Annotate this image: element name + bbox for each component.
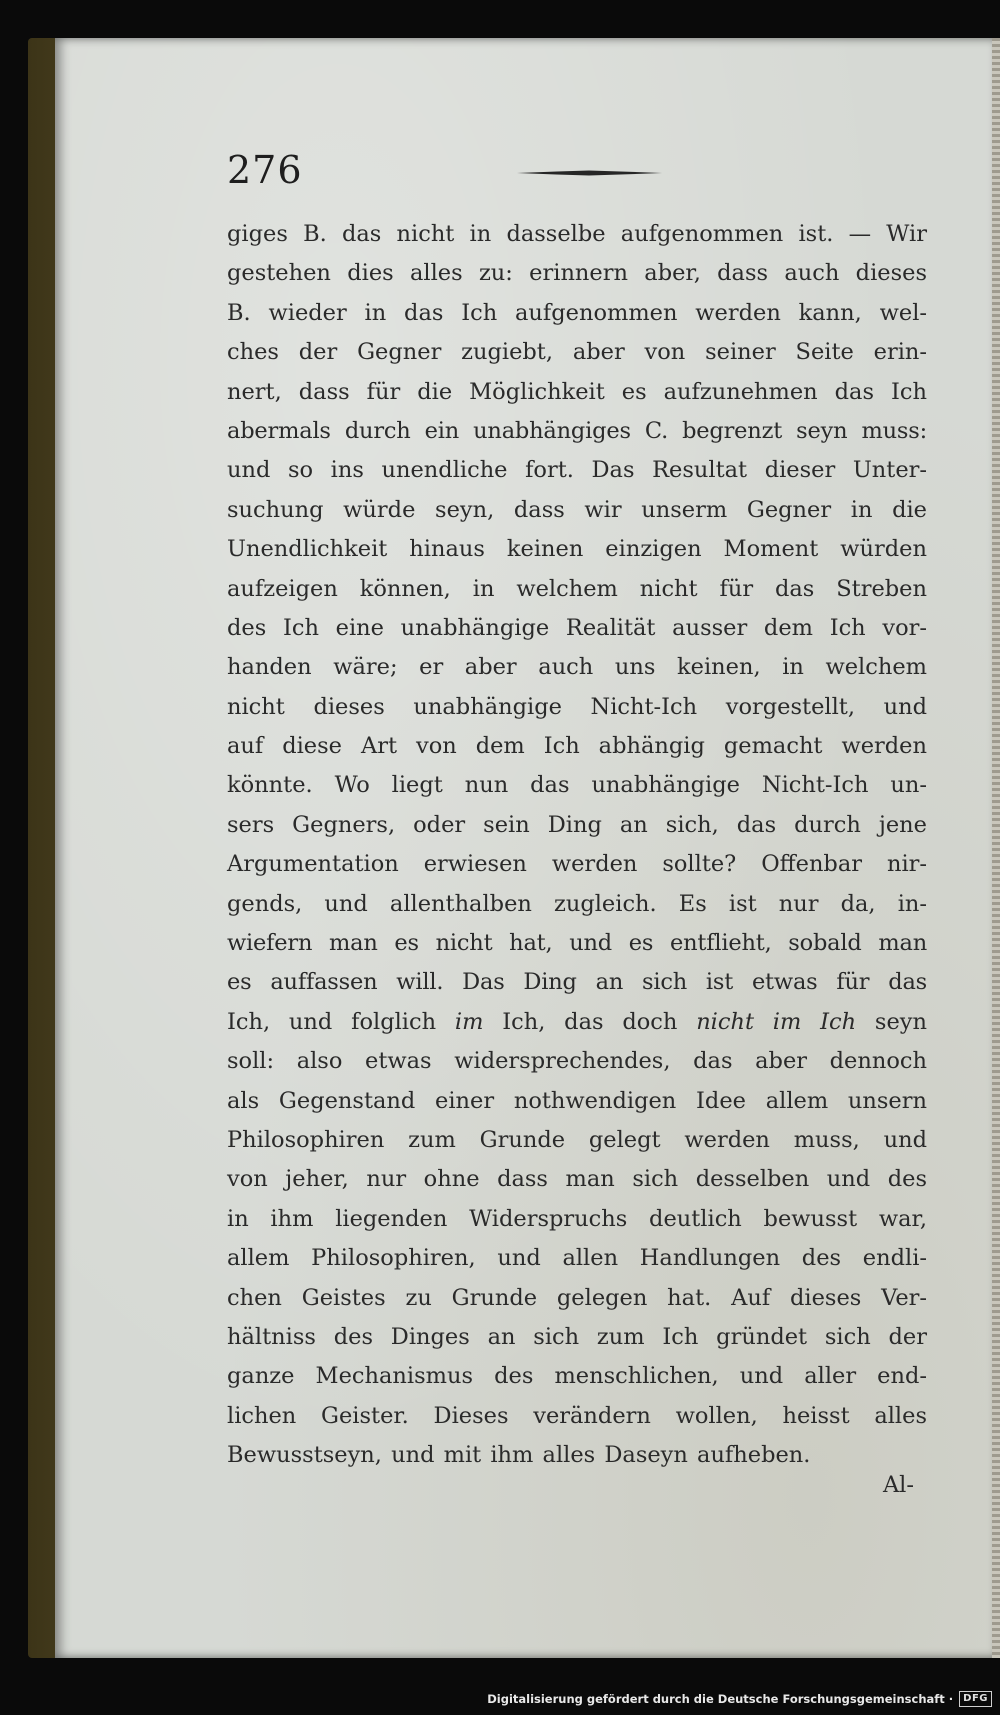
- italic-text: im: [454, 1008, 484, 1035]
- text-line: gestehen dies alles zu: erinnern aber, dass auch dieses: [227, 260, 927, 287]
- digitization-credit: [487, 1691, 992, 1707]
- text-line: handen wäre; er aber auch uns keinen, in welchem: [227, 654, 927, 681]
- text-line: Unendlichkeit hinaus keinen einzigen Moment würden: [227, 536, 927, 563]
- credit-text: Digitalisierung gefördert durch die Deutsche Forschungsgemeinschaft ·: [487, 1692, 954, 1706]
- text-line: es auffassen will. Das Ding an sich ist etwas für das: [227, 969, 927, 996]
- page-edge: [992, 38, 1000, 1658]
- text-line: abermals durch ein unabhängiges C. begrenzt seyn muss:: [227, 417, 927, 444]
- body-text: [227, 215, 927, 1476]
- text-line: giges B. das nicht in dasselbe aufgenommen ist. — Wir: [227, 221, 927, 247]
- page-number: 276: [227, 148, 303, 192]
- text-line: wiefern man es nicht hat, und es entflieht, sobald man: [227, 930, 927, 957]
- text-line: [227, 1003, 927, 1042]
- ornamental-rule: [517, 170, 662, 176]
- text-line: als Gegenstand einer nothwendigen Idee allem unsern: [227, 1087, 927, 1114]
- text-line: ganze Mechanismus des menschlichen, und aller end-: [227, 1363, 927, 1390]
- dfg-logo: DFG: [959, 1691, 992, 1707]
- text-line: hältniss des Dinges an sich zum Ich gründet sich der: [227, 1323, 927, 1350]
- page-header: [227, 148, 927, 198]
- text-line: chen Geistes zu Grunde gelegen hat. Auf dieses Ver-: [227, 1284, 927, 1311]
- text-line: suchung würde seyn, dass wir unserm Gegner in die: [227, 496, 927, 523]
- text-line: sers Gegners, oder sein Ding an sich, das durch jene: [227, 811, 927, 838]
- text-line: nicht dieses unabhängige Nicht-Ich vorgestellt, und: [227, 693, 927, 720]
- text-run: seyn: [856, 1008, 927, 1035]
- text-line: und so ins unendliche fort. Das Resultat dieser Unter-: [227, 457, 927, 484]
- catchword: Al-: [882, 1472, 914, 1498]
- text-line: aufzeigen können, in welchem nicht für das Streben: [227, 575, 927, 602]
- text-line: Bewusstseyn, und mit ihm alles Daseyn aufheben.: [227, 1442, 811, 1469]
- italic-text: nicht im Ich: [696, 1008, 857, 1035]
- text-line: Philosophiren zum Grunde gelegt werden muss, und: [227, 1126, 927, 1153]
- text-line: ches der Gegner zugiebt, aber von seiner Seite erin-: [227, 339, 927, 366]
- text-line: des Ich eine unabhängige Realität ausser dem Ich vor-: [227, 614, 927, 641]
- text-line: lichen Geister. Dieses verändern wollen, heisst alles: [227, 1402, 927, 1429]
- text-line: in ihm liegenden Widerspruchs deutlich bewusst war,: [227, 1205, 927, 1232]
- text-line: B. wieder in das Ich aufgenommen werden kann, wel-: [227, 299, 927, 326]
- text-line: Argumentation erwiesen werden sollte? Offenbar nir-: [227, 851, 927, 878]
- text-line: von jeher, nur ohne dass man sich desselben und des: [227, 1166, 927, 1193]
- text-run: Ich, das doch: [483, 1008, 697, 1035]
- text-line: könnte. Wo liegt nun das unabhängige Nicht-Ich un-: [227, 772, 927, 799]
- text-line: nert, dass für die Möglichkeit es aufzunehmen das Ich: [227, 378, 927, 405]
- text-run: Ich, und folglich: [227, 1008, 455, 1035]
- text-line: soll: also etwas widersprechendes, das aber dennoch: [227, 1048, 927, 1075]
- text-line: allem Philosophiren, und allen Handlungen des endli-: [227, 1245, 927, 1272]
- text-line: auf diese Art von dem Ich abhängig gemacht werden: [227, 733, 927, 760]
- text-line: gends, und allenthalben zugleich. Es ist nur da, in-: [227, 890, 927, 917]
